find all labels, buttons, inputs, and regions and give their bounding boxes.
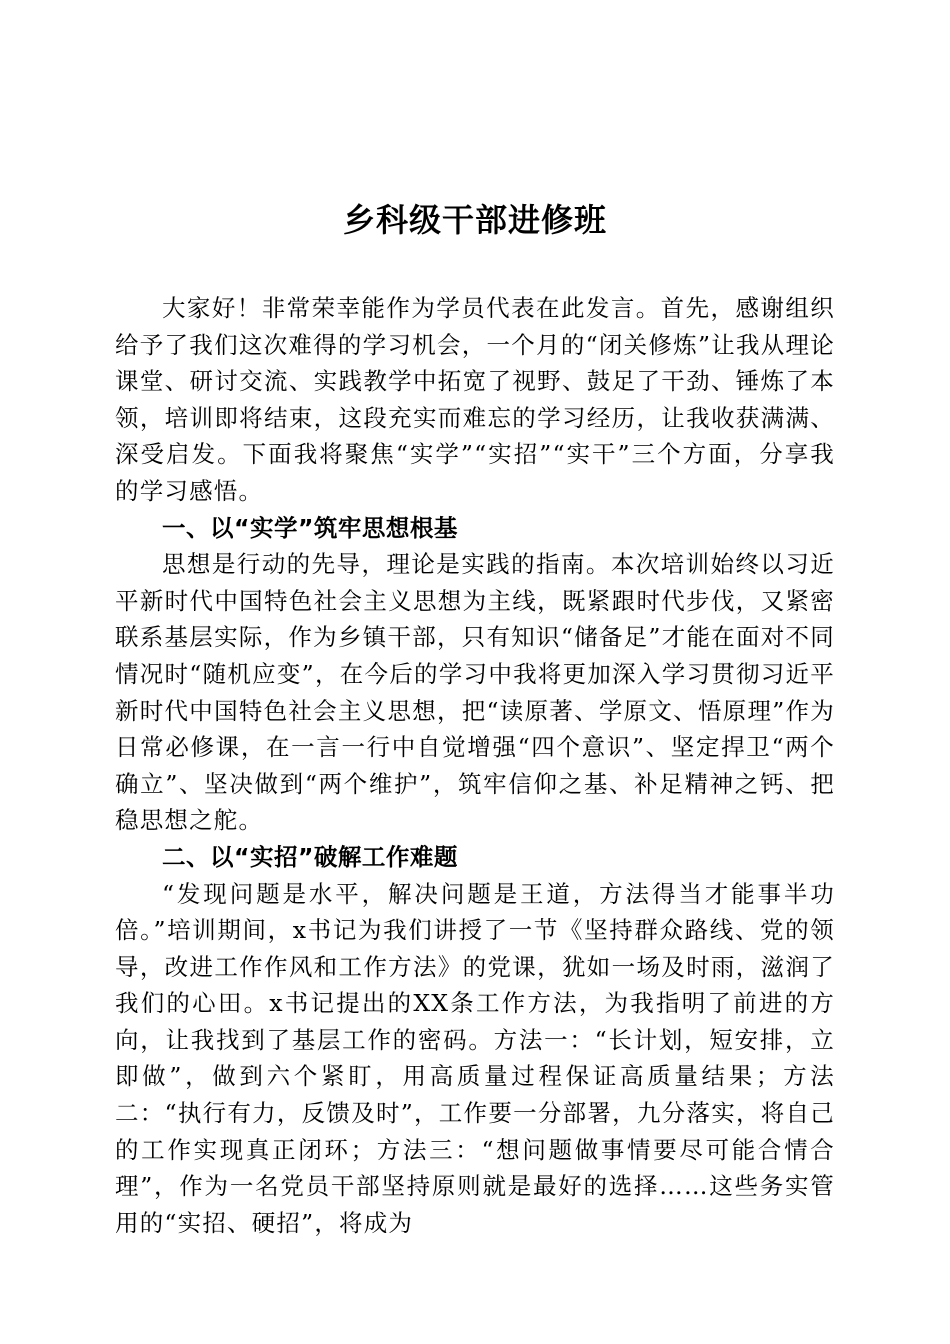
- document-body: [115, 290, 835, 1241]
- section-heading-1: 一、以“实学”筑牢思想根基: [162, 513, 458, 542]
- document-title: 乡科级干部进修班: [342, 201, 607, 239]
- section-1-paragraph: 思想是行动的先导，理论是实践的指南。本次培训始终以习近平新时代中国特色社会主义思想为主线，既紧跟时代步伐，又紧密联系基层实际，作为乡镇干部，只有知识“储备足”才能在面对不同情况时“随机应变”，在今后的学习中我将更加深入学习贯彻习近平新时代中国特色社会主义思想，把“读原著、学原文、悟原理”作为日常必修课，在一言一行中自觉增强“四个意识”、坚定捍卫“两个确立”、坚决做到“两个维护”，筑牢信仰之基、补足精神之钙、把稳思想之舵。: [115, 550, 835, 835]
- intro-paragraph: 大家好！非常荣幸能作为学员代表在此发言。首先，感谢组织给予了我们这次难得的学习机会，一个月的“闭关修炼”让我从理论课堂、研讨交流、实践教学中拓宽了视野、鼓足了干劲、锤炼了本领，培训即将结束，这段充实而难忘的学习经历，让我收获满满、深受启发。下面我将聚焦“实学”“实招”“实干”三个方面，分享我的学习感悟。: [115, 294, 835, 505]
- section-heading-2: 二、以“实招”破解工作难题: [162, 842, 458, 871]
- section-2-paragraph: “发现问题是水平，解决问题是王道，方法得当才能事半功倍。”培训期间，x书记为我们讲授了一节《坚持群众路线、党的领导，改进工作作风和工作方法》的党课，犹如一场及时雨，滋润了我们的心田。x书记提出的XX条工作方法，为我指明了前进的方向，让我找到了基层工作的密码。方法一：“长计划，短安排，立即做”，做到六个紧盯，用高质量过程保证高质量结果；方法二：“执行有力，反馈及时”，工作要一分部署，九分落实，将自己的工作实现真正闭环；方法三：“想问题做事情要尽可能合情合理”，作为一名党员干部坚持原则就是最好的选择……这些务实管用的“实招、硬招”，将成为: [115, 879, 835, 1237]
